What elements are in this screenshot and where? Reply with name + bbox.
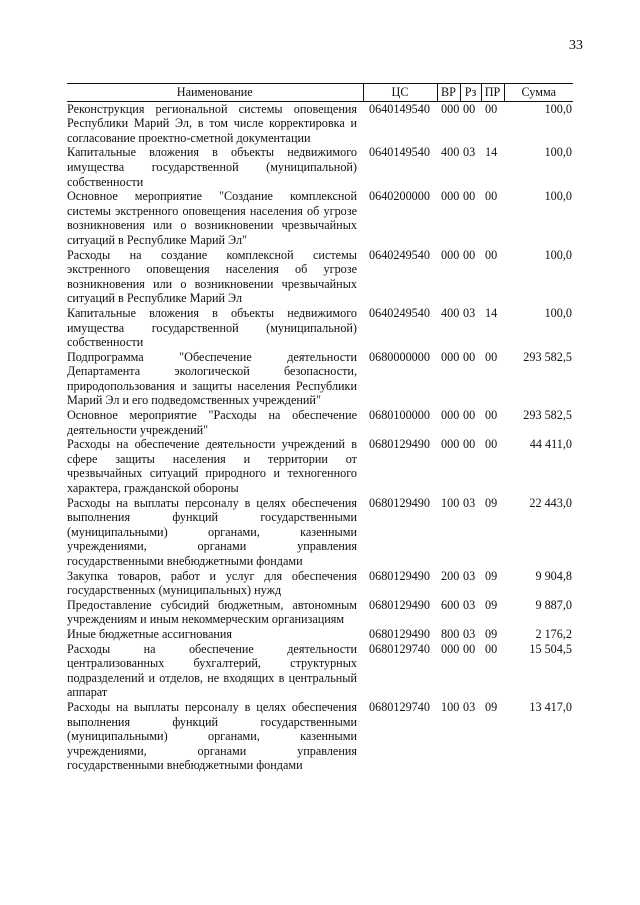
table-row: [67, 101, 573, 145]
table-row: [67, 437, 573, 495]
row-code: 0680129490: [369, 597, 430, 612]
row-rz: 00: [463, 408, 476, 423]
row-code: 0680129490: [369, 437, 430, 452]
row-pr: 00: [485, 408, 498, 423]
row-name: Расходы на обеспечение деятельности учреждений в сфере защиты населения и территории от чрезвычайных ситуаций природного и техногенного характера, гражданской обороны: [67, 437, 357, 496]
row-name: Расходы на создание комплексной системы экстренного оповещения населения об угрозе возникновения или о возникновении чрезвычайных ситуаций в Республике Марий Эл: [67, 247, 357, 306]
row-name: Закупка товаров, работ и услуг для обеспечения государственных (муниципальных) нужд: [67, 568, 357, 598]
table-row: [67, 306, 573, 350]
row-code: 0680100000: [369, 408, 430, 423]
row-code: 0640149540: [369, 145, 430, 160]
header-code: ЦС: [363, 84, 437, 102]
table-row: [67, 145, 573, 189]
row-vr: 800: [441, 626, 460, 641]
row-name: Капитальные вложения в объекты недвижимого имущества государственной (муниципальной) собственности: [67, 145, 357, 189]
row-sum: 100,0: [544, 189, 572, 204]
table-row: [67, 642, 573, 700]
row-pr: 09: [485, 626, 498, 641]
header-name: Наименование: [67, 84, 363, 102]
row-rz: 00: [463, 247, 476, 262]
row-rz: 03: [463, 305, 476, 320]
row-pr: 00: [485, 349, 498, 364]
row-vr: 000: [441, 408, 460, 423]
row-sum: 100,0: [544, 247, 572, 262]
row-vr: 400: [441, 305, 460, 320]
row-pr: 00: [485, 189, 498, 204]
row-name: Расходы на выплаты персоналу в целях обеспечения выполнения функций государственными (муниципальными) органами, казенными учреждениями, органами управления государственными внебюджетными фондами: [67, 699, 357, 773]
row-code: 0680129490: [369, 626, 430, 641]
table-row: [67, 700, 573, 773]
row-rz: 00: [463, 437, 476, 452]
row-vr: 000: [441, 101, 460, 116]
row-rz: 03: [463, 495, 476, 510]
row-code: 0680129490: [369, 495, 430, 510]
row-code: 0680129740: [369, 699, 430, 714]
row-code: 0640249540: [369, 305, 430, 320]
row-rz: 03: [463, 568, 476, 583]
row-vr: 600: [441, 597, 460, 612]
header-sum: Сумма: [504, 84, 573, 102]
row-name: Расходы на выплаты персоналу в целях обеспечения выполнения функций государственными (муниципальными) органами, казенными учреждениями, органами управления государственными внебюджетными фондами: [67, 495, 357, 568]
row-name: Капитальные вложения в объекты недвижимого имущества государственной (муниципальной) собственности: [67, 305, 357, 350]
row-sum: 100,0: [544, 305, 572, 320]
row-rz: 03: [463, 597, 476, 612]
row-vr: 000: [441, 247, 460, 262]
row-vr: 000: [441, 641, 460, 656]
row-pr: 09: [485, 568, 498, 583]
table-row: [67, 408, 573, 437]
row-vr: 100: [441, 699, 460, 714]
row-pr: 09: [485, 597, 498, 612]
header-rz: Рз: [460, 84, 481, 102]
row-name: Реконструкция региональной системы оповещения Республики Марий Эл, в том числе корректировка и согласование проектно-сметной документации: [67, 101, 357, 145]
row-vr: 000: [441, 437, 460, 452]
row-vr: 000: [441, 349, 460, 364]
row-rz: 03: [463, 626, 476, 641]
row-name: Иные бюджетные ассигнования: [67, 626, 233, 641]
row-code: 0680129740: [369, 641, 430, 656]
table-row: [67, 248, 573, 306]
row-pr: 14: [485, 305, 498, 320]
row-rz: 00: [463, 349, 476, 364]
row-sum: 100,0: [544, 145, 572, 160]
table-row: [67, 598, 573, 627]
page-number: 33: [569, 38, 583, 53]
row-sum: 22 443,0: [529, 495, 572, 510]
table-header-row: [67, 84, 573, 102]
budget-table: [67, 83, 573, 773]
row-pr: 09: [485, 699, 498, 714]
header-pr: ПР: [481, 84, 504, 102]
row-sum: 15 504,5: [529, 641, 572, 656]
row-name: Основное мероприятие "Создание комплексной системы экстренного оповещения населения об угрозе возникновения или о возникновении чрезвычайных ситуаций в Республике Марий Эл": [67, 189, 357, 247]
row-vr: 400: [441, 145, 460, 160]
row-pr: 00: [485, 437, 498, 452]
row-vr: 000: [441, 189, 460, 204]
table-row: [67, 569, 573, 598]
row-code: 0640249540: [369, 247, 430, 262]
header-vr: ВР: [437, 84, 460, 102]
row-name: Предоставление субсидий бюджетным, автономным учреждениям и иным некоммерческим организациям: [67, 597, 357, 627]
row-pr: 00: [485, 247, 498, 262]
row-rz: 03: [463, 145, 476, 160]
row-vr: 200: [441, 568, 460, 583]
row-rz: 00: [463, 101, 476, 116]
table-row: [67, 350, 573, 408]
row-name: Основное мероприятие "Расходы на обеспечение деятельности учреждений": [67, 408, 357, 437]
row-sum: 9 904,8: [535, 568, 572, 583]
row-code: 0640149540: [369, 101, 430, 116]
table-row: [67, 627, 573, 642]
row-pr: 14: [485, 145, 498, 160]
row-sum: 13 417,0: [529, 699, 572, 714]
table-row: [67, 189, 573, 247]
row-rz: 00: [463, 189, 476, 204]
row-rz: 00: [463, 641, 476, 656]
table-row: [67, 496, 573, 569]
row-sum: 293 582,5: [523, 349, 572, 364]
row-pr: 00: [485, 101, 498, 116]
row-code: 0680000000: [369, 349, 430, 364]
row-name: Подпрограмма "Обеспечение деятельности Департамента экологической безопасности, природопользования и защиты населения Республики Марий Эл и его подведомственных учреждений": [67, 349, 357, 408]
row-sum: 44 411,0: [529, 437, 572, 452]
row-sum: 2 176,2: [535, 626, 572, 641]
row-vr: 100: [441, 495, 460, 510]
row-rz: 03: [463, 699, 476, 714]
row-sum: 100,0: [544, 101, 572, 116]
row-sum: 293 582,5: [523, 408, 572, 423]
row-name: Расходы на обеспечение деятельности централизованных бухгалтерий, структурных подразделений и отделов, не входящих в центральный аппарат: [67, 641, 357, 700]
row-code: 0680129490: [369, 568, 430, 583]
row-sum: 9 887,0: [535, 597, 572, 612]
row-code: 0640200000: [369, 189, 430, 204]
row-pr: 09: [485, 495, 498, 510]
row-pr: 00: [485, 641, 498, 656]
